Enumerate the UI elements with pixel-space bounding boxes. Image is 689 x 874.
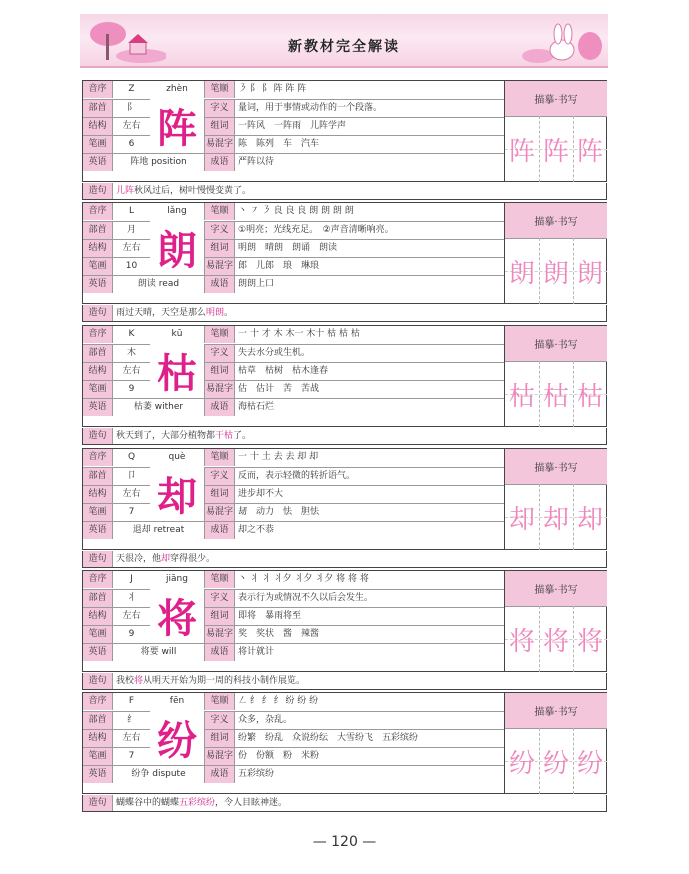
english-value: 纷争 dispute [131,769,186,779]
label-stroke-order: 笔顺 [204,326,235,343]
letter-value: K [128,329,135,339]
card-row-structure [83,485,504,503]
practice-char: 却 [542,504,569,535]
practice-char: 纷 [576,748,603,779]
card-row-english [83,275,504,293]
stroke-order-value: 一 十 土 去 去 却 却 [238,452,319,462]
card-row-strokes [83,503,504,521]
label-english: 英语 [83,644,113,661]
label-confusable: 易混字 [204,626,235,643]
english-value: 阵地 position [130,157,187,167]
sentence-highlight: 将 [134,676,144,686]
main-character: 朗 [150,221,204,273]
practice-char: 朗 [576,258,603,289]
label-sentence: 造句 [83,551,113,567]
label-stroke-order: 笔顺 [204,571,235,588]
label-idiom: 成语 [204,522,235,539]
letter-value: J [130,574,133,584]
label-idiom: 成语 [204,276,235,293]
stroke-order-value: ㇋ 阝 阝 阵 阵 阵 [238,84,307,94]
sentence-row [82,183,607,200]
practice-char: 却 [576,504,603,535]
practice-char: 阵 [576,136,603,167]
label-english: 英语 [83,766,113,783]
sentence-highlight: 五彩缤纷 [179,798,216,808]
practice-label: 描摹·书写 [505,449,607,485]
card-row-radical [83,589,504,607]
card-row-pinyin [83,693,504,711]
card-row-structure [83,607,504,625]
letter-value: Z [128,84,135,94]
label-jiegou: 结构 [83,608,113,625]
sentence-highlight: 儿阵 [116,186,135,196]
practice-char: 阵 [508,136,535,167]
label-confusable: 易混字 [204,748,235,765]
strokes-value: 6 [128,139,135,149]
label-bushou: 部首 [83,468,113,485]
structure-value: 左右 [122,489,141,499]
card-row-structure [83,117,504,135]
label-sentence: 造句 [83,183,113,199]
label-english: 英语 [83,154,113,171]
card-row-pinyin [83,449,504,467]
letter-value: F [128,696,135,706]
label-bihua: 笔画 [83,381,113,398]
pinyin-value: jiāng [166,574,188,584]
page-number: — 120 — [312,834,377,850]
structure-value: 左右 [122,243,141,253]
practice-characters [505,728,607,794]
sentence-row [82,673,607,690]
sentence-value: 雨过天晴，天空是那么明朗。 [116,308,234,318]
main-character: 枯 [150,344,204,396]
label-jiegou: 结构 [83,240,113,257]
practice-char: 朗 [542,258,569,289]
idiom-value: 五彩缤纷 [238,769,275,779]
label-meaning: 字义 [204,468,235,485]
sentence-value: 秋天到了，大部分植物都干枯了。 [116,431,252,441]
radical-value: 丬 [126,593,136,603]
character-card [82,80,607,182]
label-english: 英语 [83,522,113,539]
practice-area [504,449,607,550]
label-sentence: 造句 [83,305,113,321]
sentence-value: 儿阵秋风过后，树叶慢慢变黄了。 [116,186,252,196]
practice-char: 纷 [508,748,535,779]
practice-characters [505,606,607,672]
label-bushou: 部首 [83,590,113,607]
label-english: 英语 [83,276,113,293]
label-jiegou: 结构 [83,363,113,380]
practice-char: 枯 [542,381,569,412]
practice-char: 将 [508,626,535,657]
pinyin-value: zhèn [166,84,188,94]
card-row-strokes [83,257,504,275]
label-sentence: 造句 [83,428,113,444]
character-card [82,692,607,794]
confusable-value: 估 估计 苦 苦战 [238,384,320,394]
idiom-value: 海枯石烂 [238,402,275,412]
strokes-value: 10 [125,261,138,271]
english-value: 退却 retreat [132,525,185,535]
card-row-english [83,521,504,539]
meaning-value: 失去水分或生机。 [238,348,311,358]
words-value: 即将 暴雨将至 [238,611,302,621]
label-words: 组词 [204,363,235,380]
structure-value: 左右 [122,611,141,621]
label-yinxu: 音序 [83,571,113,588]
header-banner [80,14,608,68]
sentence-row [82,551,607,568]
practice-char: 阵 [542,136,569,167]
practice-char: 将 [576,626,603,657]
sentence-row [82,305,607,322]
label-bihua: 笔画 [83,504,113,521]
practice-label: 描摹·书写 [505,203,607,239]
character-card [82,202,607,304]
label-jiegou: 结构 [83,486,113,503]
label-confusable: 易混字 [204,258,235,275]
structure-value: 左右 [122,121,141,131]
radical-value: 卩 [126,471,136,481]
character-card [82,570,607,672]
label-meaning: 字义 [204,100,235,117]
sentence-value: 天很冷，他却穿得很少。 [116,554,216,564]
english-value: 枯萎 wither [133,402,184,412]
card-row-strokes [83,380,504,398]
strokes-value: 7 [128,507,135,517]
label-stroke-order: 笔顺 [204,81,235,98]
practice-label: 描摹·书写 [505,81,607,117]
radical-value: 月 [126,225,136,235]
label-bihua: 笔画 [83,626,113,643]
card-row-pinyin [83,571,504,589]
stroke-order-value: 丶 丬 丬 丬夕 丬夕 丬夕 将 将 将 [238,574,369,584]
practice-label: 描摹·书写 [505,326,607,362]
card-row-english [83,153,504,171]
stroke-order-value: ㇜ 纟 纟 纟 纷 纷 纷 [238,696,319,706]
card-row-radical [83,344,504,362]
practice-area [504,203,607,304]
label-meaning: 字义 [204,345,235,362]
sentence-value: 我校将从明天开始为期一周的科技小制作展览。 [116,676,306,686]
words-value: 一阵风 一阵雨 儿阵学声 [238,121,347,131]
practice-area [504,693,607,794]
confusable-value: 郎 儿郎 琅 琳琅 [238,261,320,271]
label-stroke-order: 笔顺 [204,203,235,220]
sentence-highlight: 干枯 [215,431,234,441]
label-words: 组词 [204,730,235,747]
confusable-value: 份 份额 粉 米粉 [238,751,320,761]
structure-value: 左右 [122,366,141,376]
sentence-highlight: 明朗 [206,308,225,318]
radical-value: 木 [126,348,136,358]
label-sentence: 造句 [83,795,113,811]
radical-value: 纟 [126,715,136,725]
label-words: 组词 [204,608,235,625]
practice-area [504,81,607,182]
label-meaning: 字义 [204,590,235,607]
label-english: 英语 [83,399,113,416]
idiom-value: 将计就计 [238,647,275,657]
idiom-value: 朗朗上口 [238,279,275,289]
sentence-value: 蝴蝶谷中的蝴蝶五彩缤纷，令人目眩神迷。 [116,798,288,808]
label-yinxu: 音序 [83,203,113,220]
card-row-pinyin [83,326,504,344]
english-value: 将要 will [140,647,177,657]
letter-value: L [128,206,134,216]
practice-area [504,326,607,427]
structure-value: 左右 [122,733,141,743]
words-value: 明朗 晴朗 朗诵 朗读 [238,243,338,253]
words-value: 纷繁 纷乱 众说纷纭 大雪纷飞 五彩缤纷 [238,733,419,743]
meaning-value: ①明亮；光线充足。 ②声音清晰响亮。 [238,225,394,235]
card-row-pinyin [83,81,504,99]
label-confusable: 易混字 [204,504,235,521]
practice-characters [505,238,607,304]
card-row-structure [83,362,504,380]
english-value: 朗读 read [137,279,180,289]
practice-char: 将 [542,626,569,657]
confusable-value: 刼 动力 怯 胆怯 [238,507,320,517]
idiom-value: 严阵以待 [238,157,275,167]
sentence-row [82,795,607,812]
card-row-radical [83,99,504,117]
label-idiom: 成语 [204,399,235,416]
card-row-radical [83,711,504,729]
card-row-english [83,398,504,416]
strokes-value: 9 [128,384,135,394]
words-value: 枯草 枯树 枯木逢春 [238,366,329,376]
label-jiegou: 结构 [83,118,113,135]
label-confusable: 易混字 [204,136,235,153]
label-bushou: 部首 [83,712,113,729]
letter-value: Q [127,452,136,462]
practice-label: 描摹·书写 [505,693,607,729]
pinyin-value: fēn [169,696,185,706]
label-words: 组词 [204,240,235,257]
strokes-value: 7 [128,751,135,761]
confusable-value: 陈 陈列 车 汽车 [238,139,320,149]
card-row-strokes [83,625,504,643]
label-yinxu: 音序 [83,449,113,466]
label-bihua: 笔画 [83,258,113,275]
card-row-english [83,765,504,783]
practice-characters [505,361,607,427]
character-card [82,325,607,427]
card-row-strokes [83,747,504,765]
card-row-radical [83,467,504,485]
practice-char: 枯 [508,381,535,412]
label-idiom: 成语 [204,154,235,171]
practice-area [504,571,607,672]
main-character: 却 [150,467,204,519]
label-stroke-order: 笔顺 [204,693,235,710]
label-words: 组词 [204,118,235,135]
meaning-value: 量词，用于事情或动作的一个段落。 [238,103,383,113]
label-idiom: 成语 [204,766,235,783]
practice-characters [505,484,607,550]
character-card [82,448,607,550]
sentence-row [82,428,607,445]
main-character: 纷 [150,711,204,763]
card-row-structure [83,239,504,257]
label-idiom: 成语 [204,644,235,661]
label-stroke-order: 笔顺 [204,449,235,466]
pinyin-value: kū [171,329,183,339]
label-confusable: 易混字 [204,381,235,398]
card-row-strokes [83,135,504,153]
meaning-value: 众多，杂乱。 [238,715,293,725]
meaning-value: 反而，表示轻微的转折语气。 [238,471,356,481]
label-bihua: 笔画 [83,748,113,765]
practice-characters [505,116,607,182]
card-row-radical [83,221,504,239]
label-yinxu: 音序 [83,81,113,98]
pinyin-value: què [168,452,186,462]
sentence-highlight: 却 [161,554,171,564]
main-character: 阵 [150,99,204,151]
confusable-value: 奖 奖状 酱 辣酱 [238,629,320,639]
main-character: 将 [150,589,204,641]
label-bushou: 部首 [83,222,113,239]
practice-char: 朗 [508,258,535,289]
practice-char: 却 [508,504,535,535]
label-bushou: 部首 [83,100,113,117]
label-yinxu: 音序 [83,693,113,710]
label-meaning: 字义 [204,222,235,239]
label-yinxu: 音序 [83,326,113,343]
practice-char: 枯 [576,381,603,412]
strokes-value: 9 [128,629,135,639]
stroke-order-value: 丶 ㇇ ㇋ 良 良 良 朗 朗 朗 朗 [238,206,354,216]
radical-value: 阝 [126,103,136,113]
practice-label: 描摹·书写 [505,571,607,607]
card-row-structure [83,729,504,747]
label-words: 组词 [204,486,235,503]
stroke-order-value: 一 十 才 木 木一 木十 枯 枯 枯 [238,329,360,339]
pinyin-value: lǎng [167,206,187,216]
label-jiegou: 结构 [83,730,113,747]
words-value: 进步却不大 [238,489,284,499]
label-bushou: 部首 [83,345,113,362]
label-bihua: 笔画 [83,136,113,153]
meaning-value: 表示行为或情况不久以后会发生。 [238,593,374,603]
card-row-pinyin [83,203,504,221]
idiom-value: 却之不恭 [238,525,275,535]
label-sentence: 造句 [83,673,113,689]
card-row-english [83,643,504,661]
practice-char: 纷 [542,748,569,779]
label-meaning: 字义 [204,712,235,729]
page-header-title: 新教材完全解读 [288,39,400,55]
